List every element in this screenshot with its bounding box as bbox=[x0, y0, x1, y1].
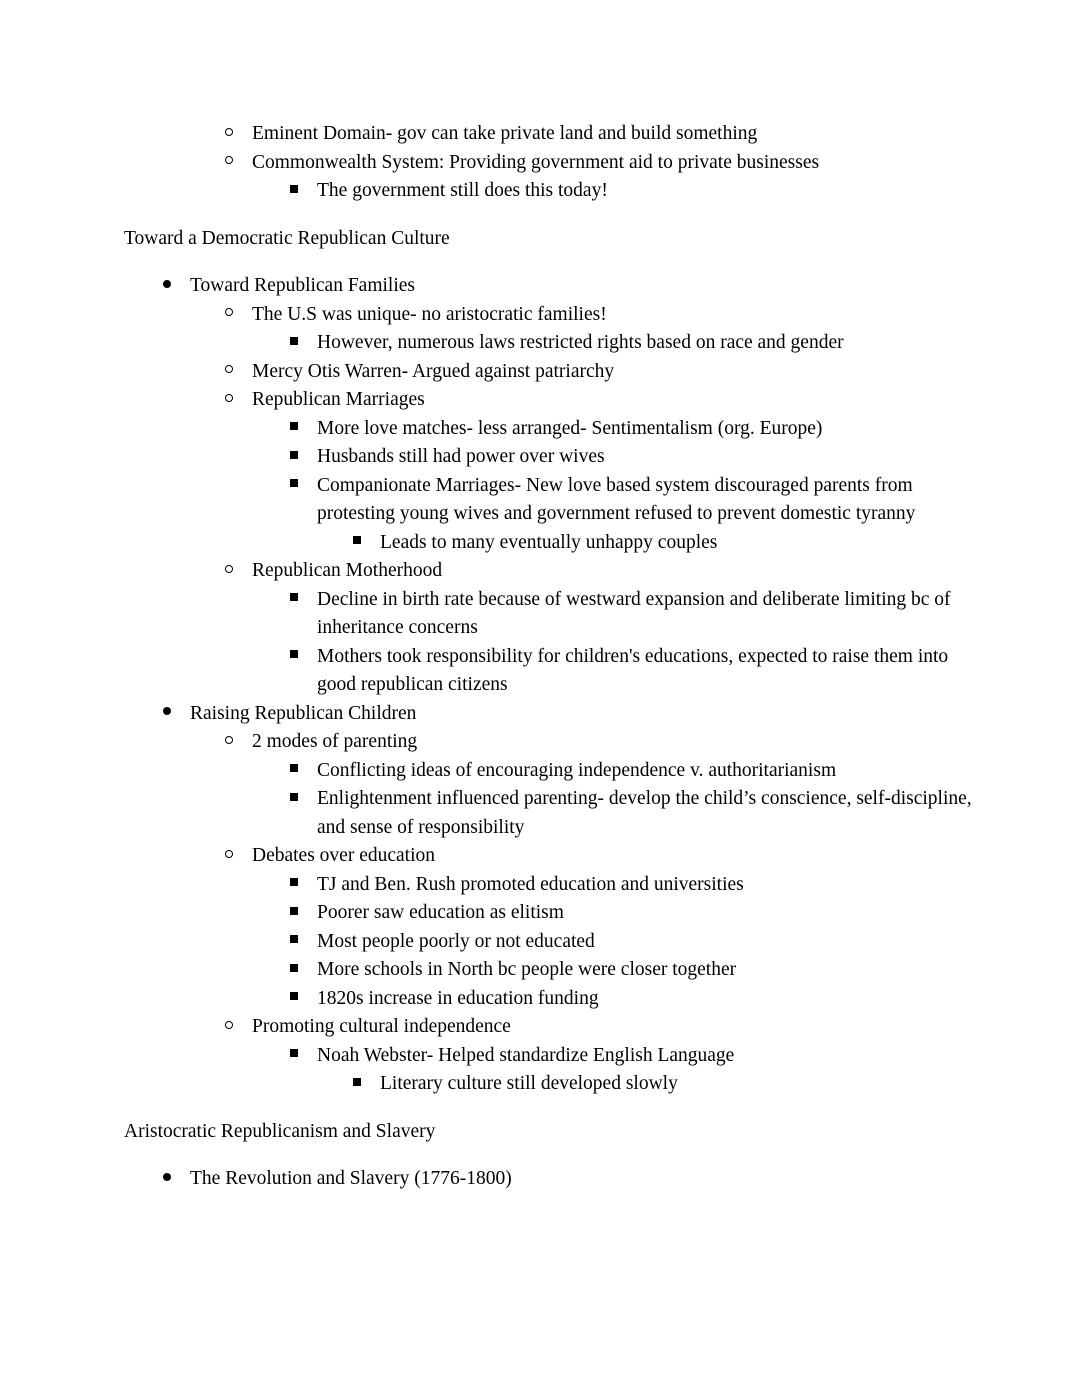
list-item-label: More love matches- less arranged- Sentimentalism (org. Europe) bbox=[317, 417, 823, 439]
list-item[interactable] bbox=[124, 301, 1000, 330]
section-heading: Toward a Democratic Republican Culture bbox=[124, 227, 450, 249]
hollow-circle-bullet-icon bbox=[225, 358, 252, 387]
list-item[interactable] bbox=[124, 272, 1000, 301]
list-item-label: Decline in birth rate because of westward expansion and deliberate limiting bc of inheritance concerns bbox=[317, 588, 951, 638]
list-item-label: Husbands still had power over wives bbox=[317, 446, 605, 467]
list-item-label: 2 modes of parenting bbox=[252, 731, 418, 752]
hollow-circle-bullet-icon bbox=[225, 386, 252, 415]
list-item[interactable] bbox=[124, 899, 1000, 928]
list-item-label: Conflicting ideas of encouraging independence v. authoritarianism bbox=[317, 759, 837, 781]
list-item[interactable] bbox=[124, 149, 1000, 178]
list-item[interactable] bbox=[124, 329, 1000, 358]
list-item-label: Commonwealth System: Providing government aid to private businesses bbox=[252, 151, 820, 173]
filled-square-bullet-icon bbox=[290, 586, 317, 615]
block-spacer bbox=[124, 1099, 1000, 1118]
filled-square-bullet-icon bbox=[290, 415, 317, 444]
list-item[interactable] bbox=[124, 728, 1000, 757]
filled-square-bullet-icon bbox=[290, 757, 317, 786]
filled-square-bullet-icon bbox=[290, 956, 317, 985]
list-item-label: Mothers took responsibility for children's educations, expected to raise them into good republican citizens bbox=[317, 645, 949, 695]
list-item-label: Eminent Domain- gov can take private land and build something bbox=[252, 123, 758, 144]
filled-square-bullet-icon bbox=[353, 1070, 380, 1099]
list-item[interactable] bbox=[124, 1165, 1000, 1194]
list-item[interactable] bbox=[124, 643, 1000, 700]
filled-square-bullet-icon bbox=[290, 871, 317, 900]
list-item[interactable] bbox=[124, 586, 1000, 643]
filled-square-bullet-icon bbox=[353, 529, 380, 558]
filled-square-bullet-icon bbox=[290, 329, 317, 358]
list-item[interactable] bbox=[124, 557, 1000, 586]
filled-square-bullet-icon bbox=[290, 443, 317, 472]
outline-list bbox=[124, 120, 1000, 206]
list-item[interactable] bbox=[124, 785, 1000, 842]
list-item-label: Poorer saw education as elitism bbox=[317, 902, 564, 923]
hollow-circle-bullet-icon bbox=[225, 842, 252, 871]
list-item-label: Noah Webster- Helped standardize English Language bbox=[317, 1044, 735, 1066]
document-body bbox=[124, 120, 1000, 1194]
hollow-circle-bullet-icon bbox=[225, 728, 252, 757]
list-item-label: Promoting cultural independence bbox=[252, 1016, 511, 1037]
list-item-label: TJ and Ben. Rush promoted education and universities bbox=[317, 873, 744, 895]
list-item[interactable] bbox=[124, 928, 1000, 957]
hollow-circle-bullet-icon bbox=[225, 301, 252, 330]
block-spacer bbox=[124, 206, 1000, 225]
list-item[interactable] bbox=[124, 472, 1000, 529]
list-item[interactable] bbox=[124, 842, 1000, 871]
list-item-label: More schools in North bc people were closer together bbox=[317, 959, 737, 980]
block-spacer bbox=[124, 1146, 1000, 1165]
list-item[interactable] bbox=[124, 985, 1000, 1014]
list-item-label: Literary culture still developed slowly bbox=[380, 1073, 678, 1094]
filled-square-bullet-icon bbox=[290, 985, 317, 1014]
list-item-label: The U.S was unique- no aristocratic families! bbox=[252, 303, 607, 325]
list-item-label: Republican Marriages bbox=[252, 389, 425, 410]
outline-list bbox=[124, 1165, 1000, 1194]
list-item[interactable] bbox=[124, 529, 1000, 558]
hollow-circle-bullet-icon bbox=[225, 149, 252, 178]
list-item-label: The government still does this today! bbox=[317, 180, 608, 201]
block-spacer bbox=[124, 253, 1000, 272]
list-item-label: Republican Motherhood bbox=[252, 560, 443, 581]
hollow-circle-bullet-icon bbox=[225, 1013, 252, 1042]
list-item-label: 1820s increase in education funding bbox=[317, 987, 599, 1009]
filled-square-bullet-icon bbox=[290, 177, 317, 206]
list-item[interactable] bbox=[124, 386, 1000, 415]
section-heading: Aristocratic Republicanism and Slavery bbox=[124, 1120, 436, 1142]
list-item-label: The Revolution and Slavery (1776-1800) bbox=[190, 1168, 512, 1189]
filled-square-bullet-icon bbox=[290, 928, 317, 957]
filled-disc-bullet-icon bbox=[163, 1165, 190, 1194]
list-item[interactable] bbox=[124, 1042, 1000, 1071]
filled-square-bullet-icon bbox=[290, 643, 317, 672]
list-item[interactable] bbox=[124, 700, 1000, 729]
filled-square-bullet-icon bbox=[290, 472, 317, 501]
filled-square-bullet-icon bbox=[290, 1042, 317, 1071]
filled-square-bullet-icon bbox=[290, 785, 317, 814]
list-item-label: Enlightenment influenced parenting- develop the child’s conscience, self-discipline, and sense of responsibility bbox=[317, 788, 972, 838]
list-item[interactable] bbox=[124, 956, 1000, 985]
list-item[interactable] bbox=[124, 120, 1000, 149]
hollow-circle-bullet-icon bbox=[225, 557, 252, 586]
list-item-label: Debates over education bbox=[252, 845, 436, 866]
list-item[interactable] bbox=[124, 177, 1000, 206]
list-item[interactable] bbox=[124, 358, 1000, 387]
filled-disc-bullet-icon bbox=[163, 700, 190, 729]
list-item[interactable] bbox=[124, 443, 1000, 472]
outline-list bbox=[124, 272, 1000, 1099]
list-item-label: However, numerous laws restricted rights based on race and gender bbox=[317, 332, 844, 353]
list-item-label: Leads to many eventually unhappy couples bbox=[380, 531, 718, 553]
list-item-label: Mercy Otis Warren- Argued against patriarchy bbox=[252, 360, 615, 382]
list-item-label: Companionate Marriages- New love based system discouraged parents from protesting young wives and government refused to prevent domestic tyranny bbox=[317, 474, 916, 524]
list-item[interactable] bbox=[124, 1013, 1000, 1042]
list-item-label: Raising Republican Children bbox=[190, 702, 417, 724]
hollow-circle-bullet-icon bbox=[225, 120, 252, 149]
list-item[interactable] bbox=[124, 1070, 1000, 1099]
list-item-label: Most people poorly or not educated bbox=[317, 930, 595, 952]
list-item[interactable] bbox=[124, 871, 1000, 900]
list-item-label: Toward Republican Families bbox=[190, 275, 416, 296]
list-item[interactable] bbox=[124, 415, 1000, 444]
filled-square-bullet-icon bbox=[290, 899, 317, 928]
list-item[interactable] bbox=[124, 757, 1000, 786]
filled-disc-bullet-icon bbox=[163, 272, 190, 301]
